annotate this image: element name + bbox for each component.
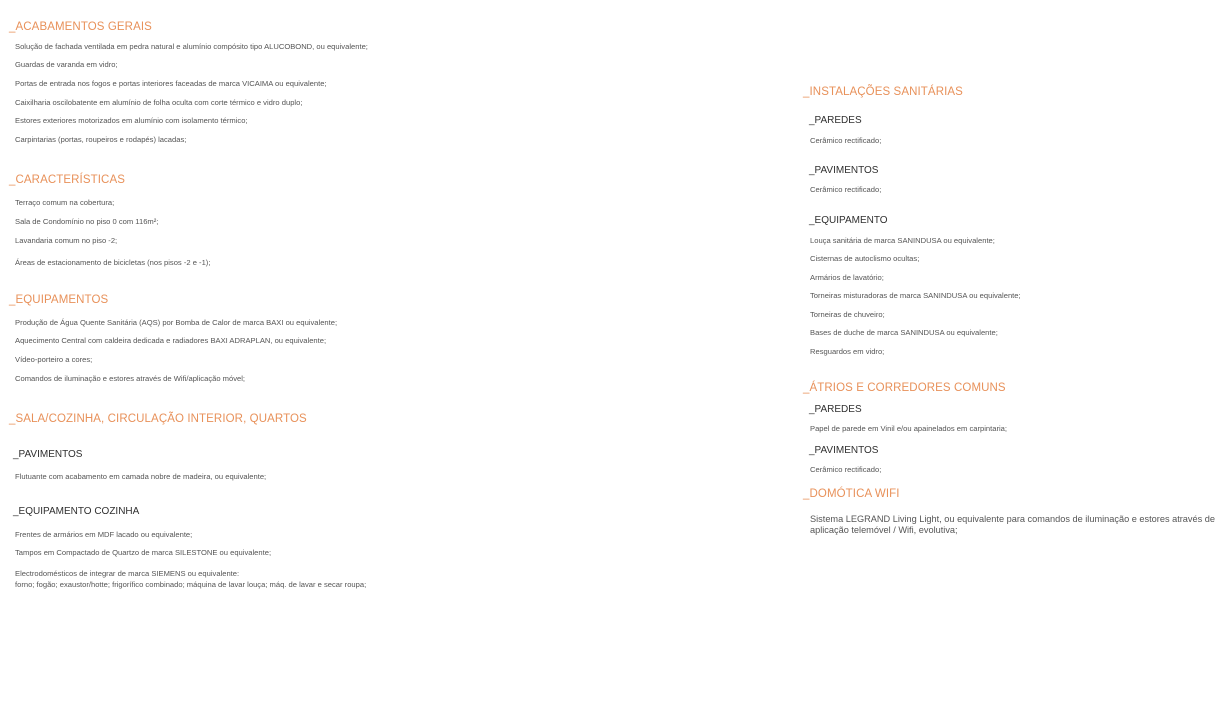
subsection-title-cozinha: _EQUIPAMENTO COZINHA bbox=[13, 506, 140, 517]
subsection-title-paredes: _PAREDES bbox=[809, 404, 862, 415]
list-item: Tampos em Compactado de Quartzo de marca SILESTONE ou equivalente; bbox=[15, 548, 272, 557]
list-item: Louça sanitária de marca SANINDUSA ou equivalente; bbox=[810, 236, 995, 245]
list-item: Estores exteriores motorizados em alumínio com isolamento térmico; bbox=[15, 116, 248, 125]
list-item: Resguardos em vidro; bbox=[810, 347, 885, 356]
list-item: Papel de parede em Vinil e/ou apainelados em carpintaria; bbox=[810, 424, 1008, 433]
list-item: Portas de entrada nos fogos e portas interiores faceadas de marca VICAIMA ou equivalente; bbox=[15, 79, 327, 88]
list-item: Caixilharia oscilobatente em alumínio de folha oculta com corte térmico e vidro duplo; bbox=[15, 98, 303, 107]
list-item: Comandos de iluminação e estores através de Wifi/aplicação móvel; bbox=[15, 374, 246, 383]
section-title-atrios: _ÁTRIOS E CORREDORES COMUNS bbox=[803, 382, 1006, 394]
subsection-title-equipamento: _EQUIPAMENTO bbox=[809, 215, 888, 226]
list-item: forno; fogão; exaustor/hotte; frigorífico combinado; máquina de lavar louça; máq. de lavar e secar roupa; bbox=[15, 580, 367, 589]
section-title-caracteristicas: _CARACTERÍSTICAS bbox=[9, 174, 125, 186]
list-item: Bases de duche de marca SANINDUSA ou equivalente; bbox=[810, 328, 998, 337]
list-item: Torneiras misturadoras de marca SANINDUSA ou equivalente; bbox=[810, 291, 1021, 300]
subsection-title-pavimentos: _PAVIMENTOS bbox=[809, 445, 879, 456]
list-item: Torneiras de chuveiro; bbox=[810, 310, 885, 319]
section-title-domotica: _DOMÓTICA WIFI bbox=[803, 488, 900, 500]
list-item: Armários de lavatório; bbox=[810, 273, 884, 282]
list-item: Cisternas de autoclismo ocultas; bbox=[810, 254, 920, 263]
list-item: Solução de fachada ventilada em pedra natural e alumínio compósito tipo ALUCOBOND, ou equivalente; bbox=[15, 42, 368, 51]
list-item: Áreas de estacionamento de bicicletas (nos pisos -2 e -1); bbox=[15, 258, 211, 267]
list-item: Guardas de varanda em vidro; bbox=[15, 60, 118, 69]
subsection-title-paredes: _PAREDES bbox=[809, 115, 862, 126]
list-item: Frentes de armários em MDF lacado ou equivalente; bbox=[15, 530, 193, 539]
list-item: Produção de Água Quente Sanitária (AQS) por Bomba de Calor de marca BAXI ou equivalente; bbox=[15, 318, 338, 327]
list-item: Vídeo-porteiro a cores; bbox=[15, 355, 93, 364]
list-item: Cerâmico rectificado; bbox=[810, 136, 882, 145]
subsection-title-pavimentos: _PAVIMENTOS bbox=[809, 165, 879, 176]
list-item: Cerâmico rectificado; bbox=[810, 465, 882, 474]
list-item: Electrodomésticos de integrar de marca SIEMENS ou equivalente: bbox=[15, 569, 240, 578]
list-item: Carpintarias (portas, roupeiros e rodapés) lacadas; bbox=[15, 135, 187, 144]
paragraph-domotica: Sistema LEGRAND Living Light, ou equivalente para comandos de iluminação e estores através de aplicação telemóvel / Wifi, evolutiva; bbox=[810, 514, 1215, 535]
subsection-title-pavimentos: _PAVIMENTOS bbox=[13, 449, 83, 460]
list-item: Flutuante com acabamento em camada nobre de madeira, ou equivalente; bbox=[15, 472, 267, 481]
section-title-sanitarias: _INSTALAÇÕES SANITÁRIAS bbox=[803, 86, 963, 98]
list-item: Sala de Condomínio no piso 0 com 116m²; bbox=[15, 217, 159, 226]
section-title-acabamentos: _ACABAMENTOS GERAIS bbox=[9, 21, 152, 33]
list-item: Terraço comum na cobertura; bbox=[15, 198, 115, 207]
list-item: Aquecimento Central com caldeira dedicada e radiadores BAXI ADRAPLAN, ou equivalente; bbox=[15, 336, 327, 345]
section-title-sala: _SALA/COZINHA, CIRCULAÇÃO INTERIOR, QUARTOS bbox=[9, 413, 307, 425]
section-title-equipamentos: _EQUIPAMENTOS bbox=[9, 294, 109, 306]
list-item: Cerâmico rectificado; bbox=[810, 185, 882, 194]
list-item: Lavandaria comum no piso -2; bbox=[15, 236, 118, 245]
